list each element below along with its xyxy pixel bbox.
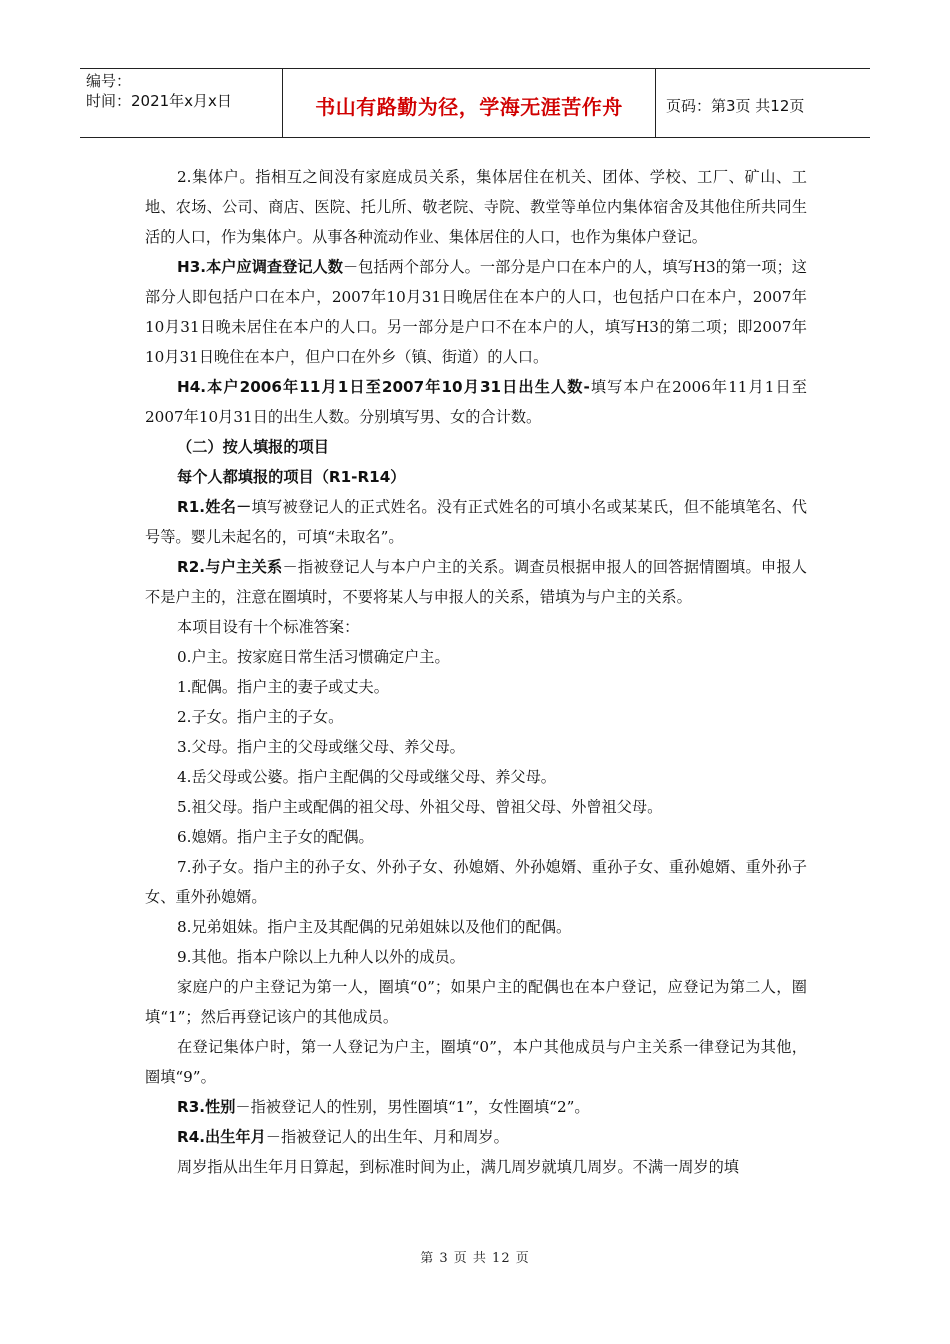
paragraph [145, 732, 807, 762]
paragraph [145, 432, 807, 462]
paragraph-text: －指被登记人与本户户主的关系。调查员根据申报人的回答据情圈填。申报人不是户主的，注意在圈填时，不要将某人与申报人的关系，错填为与户主的关系。 [145, 558, 807, 606]
document-date-label: 时间：2021年x月x日 [86, 92, 232, 110]
header-meta-cell [80, 69, 283, 137]
paragraph-heading: H3.本户应调查登记人数 [177, 258, 343, 276]
header-motto: 书山有路勤为径，学海无涯苦作舟 [315, 95, 623, 119]
paragraph-text: 7.孙子女。指户主的孙子女、外孙子女、孙媳婿、外孙媳婿、重孙子女、重孙媳婿、重外孙子女、重外孙媳婿。 [145, 858, 807, 906]
paragraph [145, 372, 807, 432]
paragraph-text: －包括两个部分人。一部分是户口在本户的人，填写H3的第一项；这部分人即包括户口在本户，2007年10月31日晚居住在本户的人口，也包括户口在本户，2007年10月31日晚未居住在本户的人口。另一部分是户口不在本户的人，填写H3的第二项；即2007年10月31日晚住在本户，但户口在外乡（镇、街道）的人口。 [145, 258, 807, 366]
paragraph [145, 792, 807, 822]
paragraph [145, 462, 807, 492]
paragraph [145, 702, 807, 732]
paragraph [145, 852, 807, 912]
paragraph [145, 972, 807, 1032]
paragraph-heading: 每个人都填报的项目（R1-R14） [177, 468, 406, 486]
header-motto-cell [283, 69, 656, 137]
paragraph-heading: R2.与户主关系 [177, 558, 283, 576]
paragraph [145, 912, 807, 942]
header-page-cell [656, 69, 870, 137]
paragraph [145, 1122, 807, 1152]
document-body [145, 162, 807, 1182]
paragraph-heading: （二）按人填报的项目 [177, 438, 329, 456]
paragraph [145, 1152, 807, 1182]
paragraph-heading: R4.出生年月 [177, 1128, 266, 1146]
paragraph [145, 822, 807, 852]
paragraph-text: 2.集体户。指相互之间没有家庭成员关系，集体居住在机关、团体、学校、工厂、矿山、工地、农场、公司、商店、医院、托儿所、敬老院、寺院、教堂等单位内集体宿舍及其他住所共同生活的人口，作为集体户。从事各种流动作业、集体居住的人口，也作为集体户登记。 [145, 168, 807, 246]
document-number-label: 编号： [86, 72, 132, 90]
page-header [80, 68, 870, 138]
paragraph-text: －指被登记人的出生年、月和周岁。 [265, 1128, 509, 1146]
paragraph-text: 5.祖父母。指户主或配偶的祖父母、外祖父母、曾祖父母、外曾祖父母。 [177, 798, 663, 816]
paragraph-text: 填写本户在2006年11月1日至2007年10月31日的出生人数。分别填写男、女的合计数。 [145, 378, 807, 426]
paragraph-text: 0.户主。按家庭日常生活习惯确定户主。 [177, 648, 450, 666]
paragraph [145, 252, 807, 372]
paragraph [145, 762, 807, 792]
paragraph-heading: R1.姓名－ [177, 498, 252, 516]
paragraph-text: 1.配偶。指户主的妻子或丈夫。 [177, 678, 389, 696]
paragraph [145, 612, 807, 642]
paragraph-text: 本项目设有十个标准答案： [177, 618, 360, 636]
paragraph-text: 在登记集体户时，第一人登记为户主，圈填“0”，本户其他成员与户主关系一律登记为其他，圈填“9”。 [145, 1038, 807, 1086]
page-footer: 第 3 页 共 12 页 [420, 1251, 530, 1266]
paragraph-text: 2.子女。指户主的子女。 [177, 708, 344, 726]
paragraph [145, 642, 807, 672]
paragraph-heading: H4.本户2006年11月1日至2007年10月31日出生人数- [177, 378, 590, 396]
paragraph-text: 9.其他。指本户除以上九种人以外的成员。 [177, 948, 465, 966]
paragraph-text: 6.媳婿。指户主子女的配偶。 [177, 828, 374, 846]
header-page-number: 页码：第3页 共12页 [666, 97, 805, 115]
paragraph-text: －指被登记人的性别，男性圈填“1”，女性圈填“2”。 [235, 1098, 590, 1116]
paragraph-text: 周岁指从出生年月日算起，到标准时间为止，满几周岁就填几周岁。不满一周岁的填 [177, 1158, 739, 1176]
paragraph [145, 1092, 807, 1122]
paragraph-text: 3.父母。指户主的父母或继父母、养父母。 [177, 738, 465, 756]
paragraph [145, 162, 807, 252]
paragraph [145, 1032, 807, 1092]
paragraph-heading: R3.性别 [177, 1098, 236, 1116]
paragraph [145, 492, 807, 552]
paragraph-text: 填写被登记人的正式姓名。没有正式姓名的可填小名或某某氏，但不能填笔名、代号等。婴儿未起名的，可填“未取名”。 [145, 498, 807, 546]
paragraph-text: 8.兄弟姐妹。指户主及其配偶的兄弟姐妹以及他们的配偶。 [177, 918, 572, 936]
paragraph [145, 942, 807, 972]
paragraph-text: 4.岳父母或公婆。指户主配偶的父母或继父母、养父母。 [177, 768, 556, 786]
paragraph [145, 672, 807, 702]
paragraph [145, 552, 807, 612]
paragraph-text: 家庭户的户主登记为第一人，圈填“0”；如果户主的配偶也在本户登记，应登记为第二人，圈填“1”；然后再登记该户的其他成员。 [145, 978, 807, 1026]
